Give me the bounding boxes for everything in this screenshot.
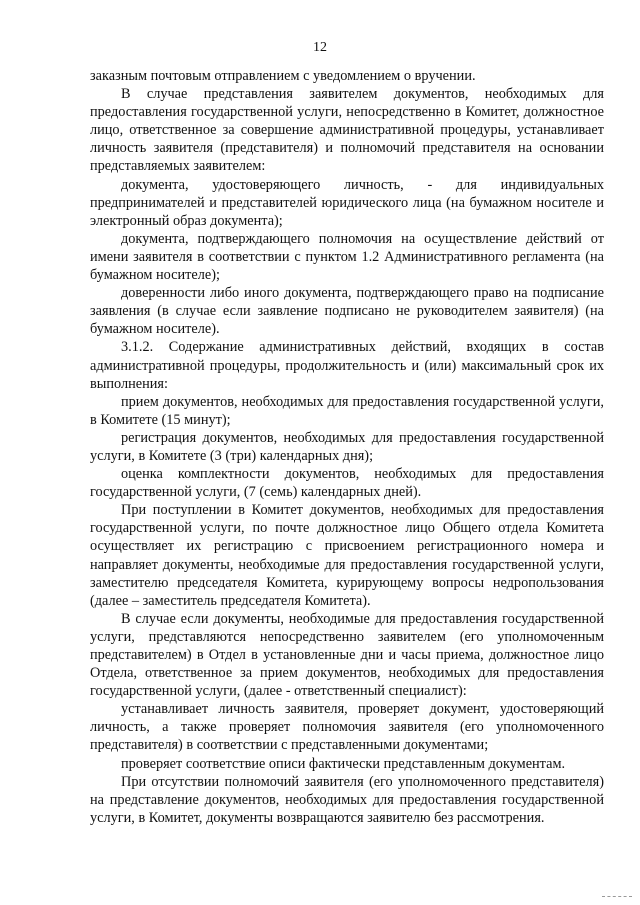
paragraph: документа, удостоверяющего личность, - для индивидуальных предпринимателей и представителей юридического лица (на бумажном носителе и электронный образ документа); bbox=[90, 176, 604, 229]
scan-artifact bbox=[602, 896, 632, 899]
paragraph: проверяет соответствие описи фактически представленным документам. bbox=[121, 755, 566, 772]
page-number: 12 bbox=[313, 40, 327, 55]
paragraph: регистрация документов, необходимых для предоставления государственной услуги, в Комитете (3 (три) календарных дня); bbox=[90, 429, 604, 464]
paragraph: При отсутствии полномочий заявителя (его уполномоченного представителя) на представление документов, необходимых для предоставления государственной услуги, в Комитет, документы возвращаются заявителю без рассмотрения. bbox=[90, 773, 604, 826]
paragraph: заказным почтовым отправлением с уведомлением о вручении. bbox=[90, 68, 476, 84]
paragraph: прием документов, необходимых для предоставления государственной услуги, в Комитете (15 минут); bbox=[90, 393, 604, 428]
document-body bbox=[90, 67, 604, 827]
paragraph: доверенности либо иного документа, подтверждающего право на подписание заявления (в случае если заявление подписано не руководителем заявителя) (на бумажном носителе). bbox=[90, 285, 604, 338]
paragraph: документа, подтверждающего полномочия на осуществление действий от имени заявителя в соответствии с пунктом 1.2 Административного регламента (на бумажном носителе); bbox=[90, 230, 604, 284]
paragraph: 3.1.2. Содержание административных действий, входящих в состав административной процедуры, продолжительность и (или) максимальный срок их выполнения: bbox=[90, 339, 604, 392]
paragraph: оценка комплектности документов, необходимых для предоставления государственной услуги, (7 (семь) календарных дней). bbox=[90, 466, 604, 501]
paragraph: При поступлении в Комитет документов, необходимых для предоставления государственной услуги, по почте должностное лицо Общего отдела Комитета осуществляет их регистрацию с присвоением регистрационного номера и направляет документы, необходимые для предоставления государственной услуги, заместителю председателя Комитета, курирующему вопросы недропользования (далее – заместитель председателя Комитета). bbox=[90, 502, 604, 609]
paragraph: В случае представления заявителем документов, необходимых для предоставления государственной услуги, непосредственно в Комитет, должностное лицо, ответственное за совершение административной процедуры, устанавливает личность заявителя (представителя) и полномочий представителя на основании представляемых заявителем: bbox=[90, 86, 604, 175]
paragraph: В случае если документы, необходимые для предоставления государственной услуги, представляются непосредственно заявителем (его уполномоченным представителем) в Отдел в установленные дни и часы приема, должностное лицо Отдела, ответственное за прием документов, необходимых для предоставления государственной услуги, (далее - ответственный специалист): bbox=[90, 610, 604, 700]
paragraph: устанавливает личность заявителя, проверяет документ, удостоверяющий личность, а также проверяет полномочия заявителя (его уполномоченного представителя) в соответствии с представленными документами; bbox=[90, 701, 604, 754]
